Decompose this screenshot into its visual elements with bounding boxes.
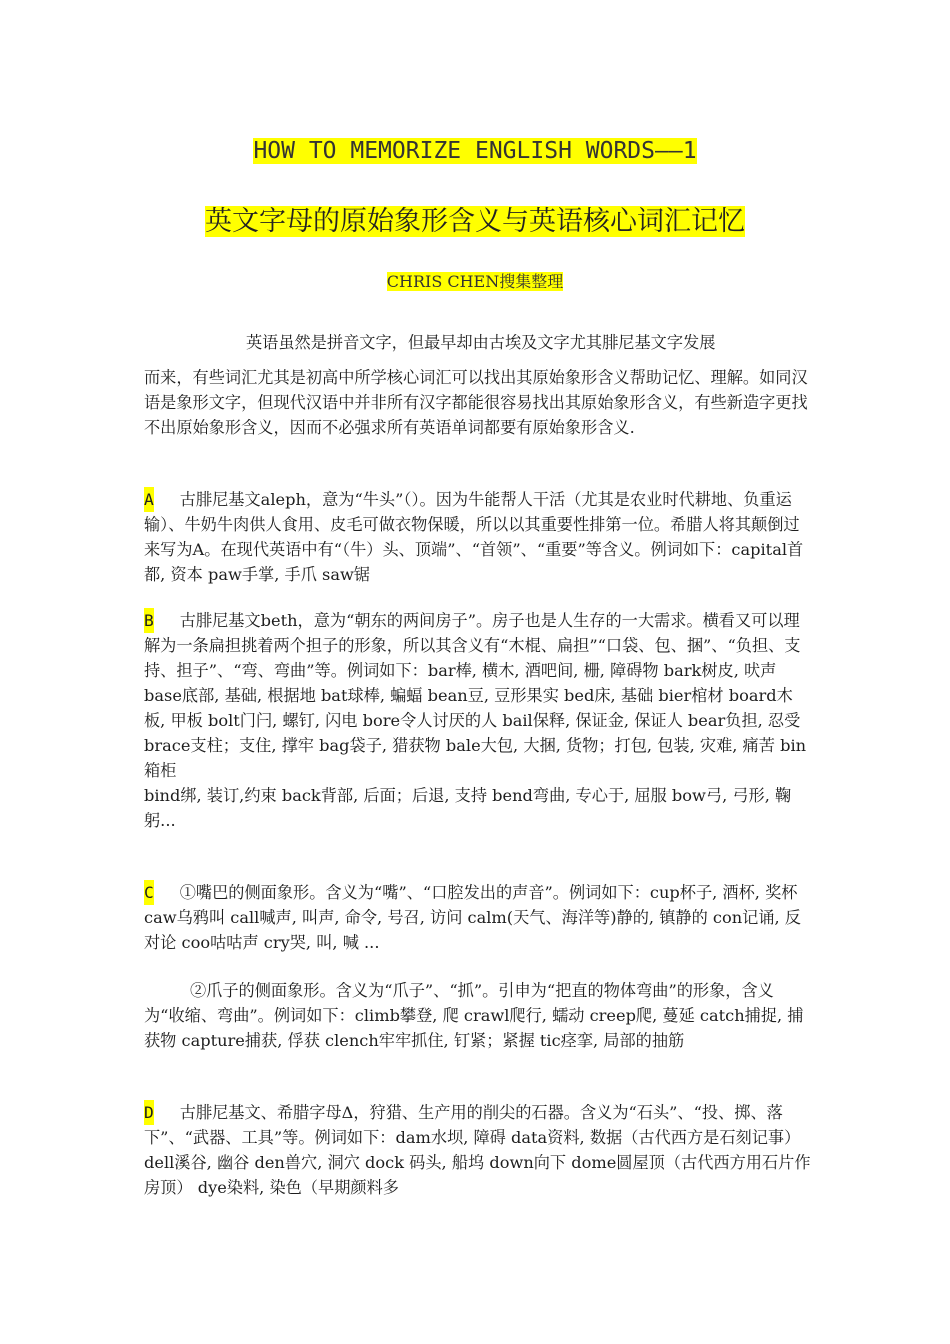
entry-b-text-continued: bind绑, 装订,约束 back背部, 后面；后退, 支持 bend弯曲, 专心于, 屈服 bow弓, 弓形, 鞠躬... <box>144 786 792 830</box>
entry-b <box>144 608 814 833</box>
entry-a-text: 古腓尼基文aleph，意为“牛头”（）。因为牛能帮人干活（尤其是农业时代耕地、负重运输）、牛奶牛肉供人食用、皮毛可做衣物保暖，所以以其重要性排第一位。希腊人将其颠倒过来写为A。在现代英语中有“（牛）头、顶端”、“首领”、“重要”等含义。例词如下：capital首都, 资本 paw手掌, 手爪 saw锯 <box>144 490 804 584</box>
english-title-text: HOW TO MEMORIZE ENGLISH WORDS——1 <box>253 138 697 164</box>
entry-letter-d: D <box>144 1100 154 1125</box>
entry-letter-a: A <box>144 487 154 512</box>
intro-first-line: 英语虽然是拼音文字，但最早却由古埃及文字尤其腓尼基文字发展 <box>246 333 716 352</box>
entry-b-text: 古腓尼基文beth，意为“朝东的两间房子”。房子也是人生存的一大需求。横看又可以理解为一条扁担挑着两个担子的形象，所以其含义有“木棍、扁担”“口袋、包、捆”、“负担、支持、担子”、“弯、弯曲”等。例词如下：bar棒, 横木, 酒吧间, 栅, 障碍物 bark树皮, 吠声 base底部, 基础, 根据地 bat球棒, 蝙蝠 bean豆, 豆形果实 bed床, 基础 bier棺材 board木板, 甲板 bolt门闩, 螺钉, 闪电 bore令人讨厌的人 bail保释, 保证金, 保证人 bear负担, 忍受 brace支柱；支住, 撑牢 bag袋子, 猎获物 bale大包, 大捆, 货物；打包, 包装, 灾难, 痛苦 bin箱柜 <box>144 611 807 780</box>
chinese-title <box>0 203 950 241</box>
entry-c-1 <box>144 880 814 955</box>
credit-line <box>0 270 950 294</box>
english-title <box>0 135 950 167</box>
entry-c-2 <box>144 978 814 1053</box>
chinese-title-text: 英文字母的原始象形含义与英语核心词汇记忆 <box>205 206 745 237</box>
entry-letter-b: B <box>144 608 154 633</box>
credit-text: CHRIS CHEN搜集整理 <box>386 272 564 291</box>
entry-d <box>144 1100 814 1200</box>
entry-d-text: 古腓尼基文、希腊字母Δ，狩猎、生产用的削尖的石器。含义为“石头”、“投、掷、落下”、“武器、工具”等。例词如下：dam水坝, 障碍 data资料, 数据（古代西方是石刻记事） dell溪谷, 幽谷 den兽穴, 洞穴 dock 码头, 船坞 down向下 dome圆屋顶（古代西方用石片作房顶） dye染料, 染色（早期颜料多 <box>144 1103 811 1197</box>
intro-paragraph <box>144 330 814 440</box>
intro-rest: 而来，有些词汇尤其是初高中所学核心词汇可以找出其原始象形含义帮助记忆、理解。如同汉语是象形文字，但现代汉语中并非所有汉字都能很容易找出其原始象形含义，有些新造字更找不出原始象形含义，因而不必强求所有英语单词都要有原始象形含义. <box>144 368 808 437</box>
entry-c1-text: ①嘴巴的侧面象形。含义为“嘴”、“口腔发出的声音”。例词如下：cup杯子, 酒杯, 奖杯 caw乌鸦叫 call喊声, 叫声, 命令, 号召, 访问 calm(天气、海洋等)静的, 镇静的 con记诵, 反对论 coo咕咕声 cry哭, 叫, 喊 ... <box>144 883 801 952</box>
entry-c2-text: ②爪子的侧面象形。含义为“爪子”、“抓”。引申为“把直的物体弯曲”的形象，含义为“收缩、弯曲”。例词如下：climb攀登, 爬 crawl爬行, 蠕动 creep爬, 蔓延 catch捕捉, 捕获物 capture捕获, 俘获 clench牢牢抓住, 钉紧；紧握 tic痉挛, 局部的抽筋 <box>144 981 804 1050</box>
entry-letter-c: C <box>144 880 154 905</box>
entry-a <box>144 487 814 587</box>
